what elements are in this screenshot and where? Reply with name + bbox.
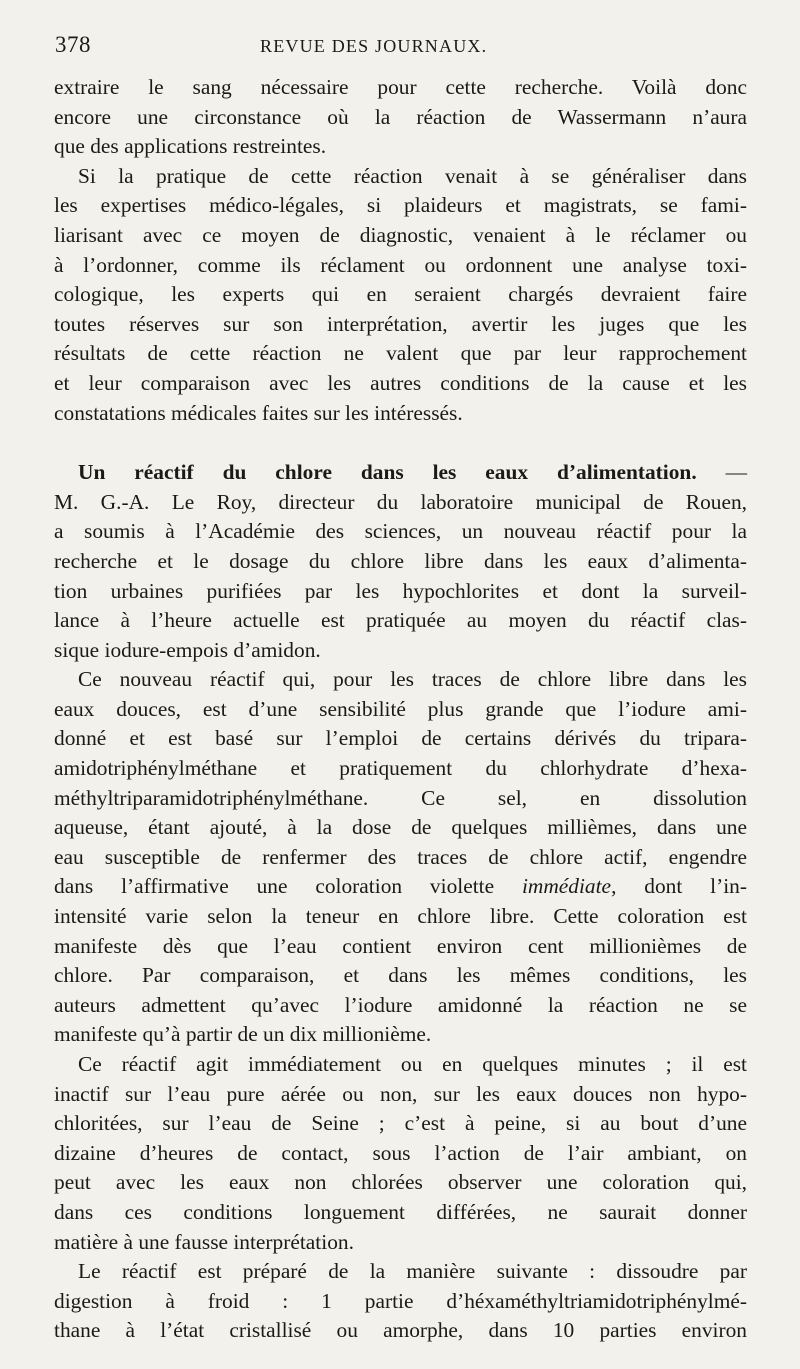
page-header [55,32,755,66]
paragraph-legal-expertise [54,162,747,428]
text-line: inactif sur l’eau pure aérée ou non, sur les eaux douces non hypo- [54,1081,747,1106]
text-line: encore une circonstance où la réaction de Wassermann n’aura [54,104,747,129]
text-line: recherche et le dosage du chlore libre dans les eaux d’alimenta- [54,548,747,573]
text-line: les expertises médico-légales, si plaideurs et magistrats, se fami- [54,193,747,218]
text-line: manifeste qu’à partir de un dix millionième. [54,1022,432,1047]
article-title-line [54,458,747,488]
text-line-with-italic [54,872,747,902]
text-segment: , dont l’in- [611,874,747,899]
text-line: Le réactif est préparé de la manière suivante : dissoudre par [78,1259,747,1284]
page-number: 378 [55,32,91,57]
italic-word: immédiate [521,874,612,899]
page-body [54,73,747,1346]
text-line: tion urbaines purifiées par les hypochlorites et dont la surveil- [54,578,747,603]
text-line: thane à l’état cristallisé ou amorphe, dans 10 parties environ [54,1318,747,1343]
text-line: a soumis à l’Académie des sciences, un nouveau réactif pour la [54,519,747,544]
article-title-dash: — [725,460,747,485]
text-line: Ce nouveau réactif qui, pour les traces de chlore libre dans les [78,667,747,692]
section-spacer [54,428,747,458]
text-line: intensité varie selon la teneur en chlore libre. Cette coloration est [54,904,747,929]
text-line: sique iodure-empois d’amidon. [54,637,321,662]
text-line: Si la pratique de cette réaction venait à se généraliser dans [78,163,747,188]
article-title: Un réactif du chlore dans les eaux d’alimentation. [78,460,697,485]
text-line: constatations médicales faites sur les intéressés. [54,400,463,425]
text-line: chloritées, sur l’eau de Seine ; c’est à peine, si au bout d’une [54,1111,747,1136]
text-line: à l’ordonner, comme ils réclament ou ordonnent une analyse toxi- [54,252,747,277]
text-line: amidotriphénylméthane et pratiquement du chlorhydrate d’hexa- [54,756,747,781]
text-line: Ce réactif agit immédiatement ou en quelques minutes ; il est [78,1052,747,1076]
text-line: toutes réserves sur son interprétation, avertir les juges que les [54,311,747,336]
text-line: digestion à froid : 1 partie d’héxaméthyltriamidotriphénylmé- [54,1288,747,1313]
text-line: M. G.-A. Le Roy, directeur du laboratoire municipal de Rouen, [54,489,747,514]
text-line: liarisant avec ce moyen de diagnostic, venaient à le réclamer ou [54,222,747,247]
text-line: matière à une fausse interprétation. [54,1229,354,1254]
text-line: dans ces conditions longuement différées, ne saurait donner [54,1199,747,1224]
text-line: chlore. Par comparaison, et dans les mêmes conditions, les [54,963,747,988]
text-line: eau susceptible de renfermer des traces de chlore actif, engendre [54,844,747,869]
text-segment: dans l’affirmative une coloration violette [54,874,495,899]
text-line: méthyltriparamidotriphénylméthane. Ce sel, en dissolution [54,785,747,810]
text-line: lance à l’heure actuelle est pratiquée au moyen du réactif clas- [54,608,747,633]
text-line: aqueuse, étant ajouté, à la dose de quelques millièmes, dans une [54,815,747,840]
text-line: eaux douces, est d’une sensibilité plus grande que l’iodure ami- [54,696,747,721]
article-chlorine-reagent [54,458,747,1346]
text-line: dizaine d’heures de contact, sous l’action de l’air ambiant, on [54,1140,747,1165]
text-line: résultats de cette réaction ne valent que par leur rapprochement [54,341,747,366]
text-line: peut avec les eaux non chlorées observer une coloration qui, [54,1170,747,1195]
paragraph-wassermann-conclusion [54,73,747,162]
text-line: manifeste dès que l’eau contient environ cent millionièmes de [54,933,747,958]
running-title: REVUE DES JOURNAUX. [260,36,488,56]
text-line: cologique, les experts qui en seraient chargés devraient faire [54,282,747,307]
text-line: extraire le sang nécessaire pour cette recherche. Voilà donc [54,75,747,99]
text-line: auteurs admettent qu’avec l’iodure amidonné la réaction ne se [54,992,747,1017]
text-line: que des applications restreintes. [54,134,327,159]
text-line: donné et est basé sur l’emploi de certains dérivés du tripara- [54,726,747,751]
text-line: et leur comparaison avec les autres conditions de la cause et les [54,370,747,395]
